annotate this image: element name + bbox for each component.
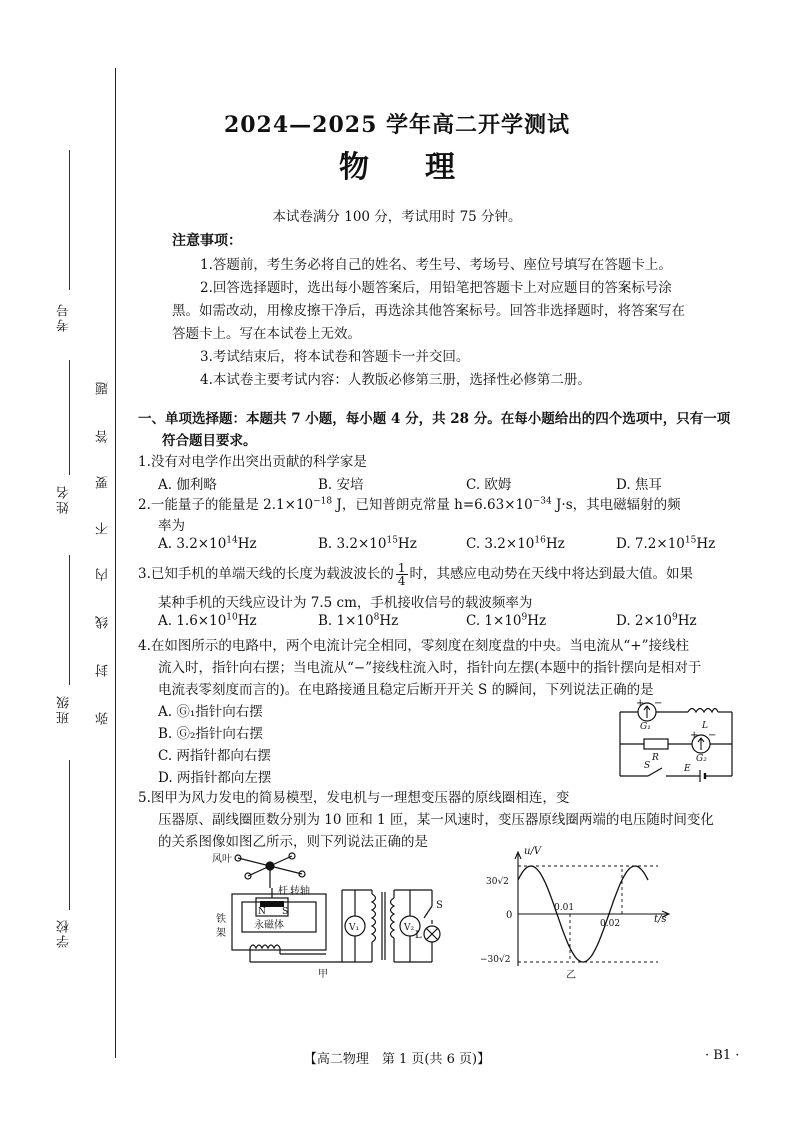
q2-stem	[138, 494, 743, 516]
q5-line: 压器原、副线圈匝数分别为 10 匝和 1 匝，某一风速时，变压器原线圈两端的电压随时间变化	[158, 812, 714, 828]
seal-char: 答	[96, 430, 111, 443]
wind-blade-label: 风叶	[212, 854, 232, 865]
q3-option-b: B. $1\times 10^8Hz$	[318, 612, 399, 629]
exam-number-label: 考号	[57, 302, 72, 332]
q1-option-b: B. 安培	[318, 477, 364, 493]
q3-stem	[138, 560, 743, 588]
figure-a-caption: 甲	[318, 969, 328, 980]
lamp-label: L	[415, 930, 422, 941]
section-heading-cont: 符合题目要求。	[162, 433, 257, 449]
q5-line: 5.图甲为风力发电的简易模型，发电机与一理想变压器的原线圈相连，变	[138, 790, 570, 806]
x-axis-label: t/s	[654, 914, 667, 925]
note-line: 4.本试卷主要考试内容：人教版必修第三册，选择性必修第二册。	[200, 372, 591, 388]
figure-b-caption: 乙	[566, 970, 576, 980]
shaft-label: 转轴	[290, 886, 310, 897]
seal-char: 线	[96, 616, 111, 629]
svg-text:+: +	[636, 698, 645, 709]
q3-option-d: D. $2\times 10^9Hz$	[616, 612, 697, 629]
score-info: 本试卷满分 100 分，考试用时 75 分钟。	[272, 209, 522, 225]
q4-line: 4.在如图所示的电路中，两个电流计完全相同，零刻度在刻度盘的中央。当电流从“+”接线柱	[138, 638, 689, 654]
exam-title: 2024—2025 学年高二开学测试	[223, 112, 571, 138]
resistor-label: R	[652, 753, 659, 763]
g2-label: G₂	[696, 754, 707, 764]
q2-option-b: B. $3.2\times 10^{15}Hz$	[318, 535, 417, 552]
note-line: 1.答题前，考生务必将自己的姓名、考生号、考场号、座位号填写在答题卡上。	[200, 257, 672, 273]
svg-text:−: −	[654, 698, 663, 709]
q4-option-a: A. Ⓖ₁指针向右摆	[158, 704, 263, 720]
frame-label-2: 架	[216, 928, 226, 939]
q2-option-a: A. $3.2\times 10^{14}Hz$	[158, 535, 257, 552]
switch-label: S	[436, 900, 443, 911]
q5-line: 的关系图像如图乙所示，则下列说法正确的是	[158, 834, 428, 850]
q4-line: 流入时，指针向右摆；当电流从“−”接线柱流入时，指针向左摆(本题中的指针摆向是相对于	[158, 660, 702, 676]
q3-stem-cont: 某种手机的天线应设计为 7.5 cm，手机接收信号的载波频率为	[158, 595, 533, 611]
q3-option-a: A. $1.6\times 10^{10}Hz$	[158, 612, 257, 629]
q2-stem-cont: 率为	[158, 518, 185, 534]
magnet-n-label: N	[258, 907, 266, 917]
q3-text: 3.已知手机的单端天线的长度为载波波长的	[138, 566, 394, 582]
subject-title	[0, 142, 794, 186]
q3-option-c: C. $1\times 10^9Hz$	[466, 612, 547, 629]
seal-char: 要	[96, 476, 111, 489]
q1-option-d: D. 焦耳	[616, 477, 662, 493]
name-label: 姓名	[57, 484, 72, 514]
switch-label: S	[644, 761, 651, 771]
q2-options	[158, 536, 743, 552]
y-max-tick: 30√2	[486, 877, 509, 887]
class-blank	[69, 555, 70, 685]
page-code: · B1 ·	[705, 1048, 740, 1063]
section-heading: 一、单项选择题：本题共 7 小题，每小题 4 分，共 28 分。在每小题给出的四个选项中，只有一项	[138, 411, 731, 427]
q1-option-c: C. 欧姆	[466, 477, 512, 493]
battery-label: E	[684, 764, 691, 774]
q1-stem: 1.没有对电学作出突出贡献的科学家是	[138, 454, 367, 470]
page-footer: 【高二物理 第 1 页(共 6 页)】	[303, 1052, 491, 1067]
rod-label: 杆	[278, 886, 288, 897]
q3-text: 时，其感应电动势在天线中将达到最大值。如果	[409, 566, 694, 582]
seal-char: 不	[96, 522, 111, 535]
q4-option-c: C. 两指针都向右摆	[158, 748, 271, 764]
y-axis-label: u/V	[524, 846, 542, 857]
q2-exp: −18	[313, 496, 333, 507]
origin-label: 0	[506, 910, 513, 921]
q4-line: 电流表零刻度而言的)。在电路接通且稳定后断开开关 S 的瞬间，下列说法正确的是	[158, 682, 654, 698]
y-min-tick: −30√2	[480, 955, 511, 965]
notes-title: 注意事项：	[172, 233, 242, 249]
g1-label: G₁	[640, 722, 651, 732]
school-label: 学校	[57, 918, 72, 948]
x-tick-1: 0.01	[554, 903, 575, 913]
magnet-s-label: S	[282, 907, 289, 917]
inductor-label: L	[702, 721, 708, 731]
note-line: 2.回答选择题时，选出每小题答案后，用铅笔把答题卡上对应题目的答案标号涂	[200, 280, 672, 296]
school-blank	[69, 760, 70, 910]
name-blank	[69, 360, 70, 475]
subject-char: 物	[339, 150, 369, 185]
x-tick-2: 0.02	[600, 919, 621, 929]
svg-text:+: +	[690, 730, 699, 741]
q2-option-c: C. $3.2\times 10^{16}Hz$	[466, 535, 565, 552]
frame-label-1: 铁	[216, 914, 226, 925]
note-line: 答题卡上。写在本试卷上无效。	[172, 326, 361, 342]
q5-generator-figure	[210, 848, 455, 980]
seal-char: 题	[96, 382, 111, 395]
q2-text: J·s，其电磁辐射的频	[551, 497, 681, 513]
class-label: 班级	[57, 694, 72, 724]
q3-options	[158, 613, 743, 629]
q2-text: J，已知普朗克常量 h=6.63×10	[332, 497, 533, 513]
svg-text:−: −	[708, 730, 717, 741]
subject-char: 理	[425, 150, 455, 185]
seal-char: 封	[96, 664, 111, 677]
magnet-label: 永磁体	[254, 920, 284, 931]
q2-exp: −34	[532, 496, 552, 507]
q2-option-d: D. $7.2\times 10^{15}Hz$	[616, 535, 716, 552]
v1-label: V₁	[349, 923, 360, 933]
q4-circuit-figure	[610, 698, 740, 784]
q1-options	[158, 473, 743, 493]
seal-char: 弥	[96, 712, 111, 725]
q2-text: 2.一能量子的能量是 2.1×10	[138, 497, 314, 513]
q4-option-b: B. Ⓖ₂指针向右摆	[158, 726, 263, 742]
note-line: 3.考试结束后，将本试卷和答题卡一并交回。	[200, 349, 470, 365]
q3-fraction: $\frac{1}{4}$	[397, 561, 406, 588]
q1-option-a: A. 伽利略	[158, 477, 217, 493]
q5-voltage-graph	[478, 846, 678, 980]
q4-option-d: D. 两指针都向左摆	[158, 770, 272, 786]
v2-label: V₂	[404, 923, 415, 933]
note-line: 黑。如需改动，用橡皮擦干净后，再选涂其他答案标号。回答非选择题时，将答案写在	[172, 303, 685, 319]
seal-char: 内	[96, 568, 111, 581]
